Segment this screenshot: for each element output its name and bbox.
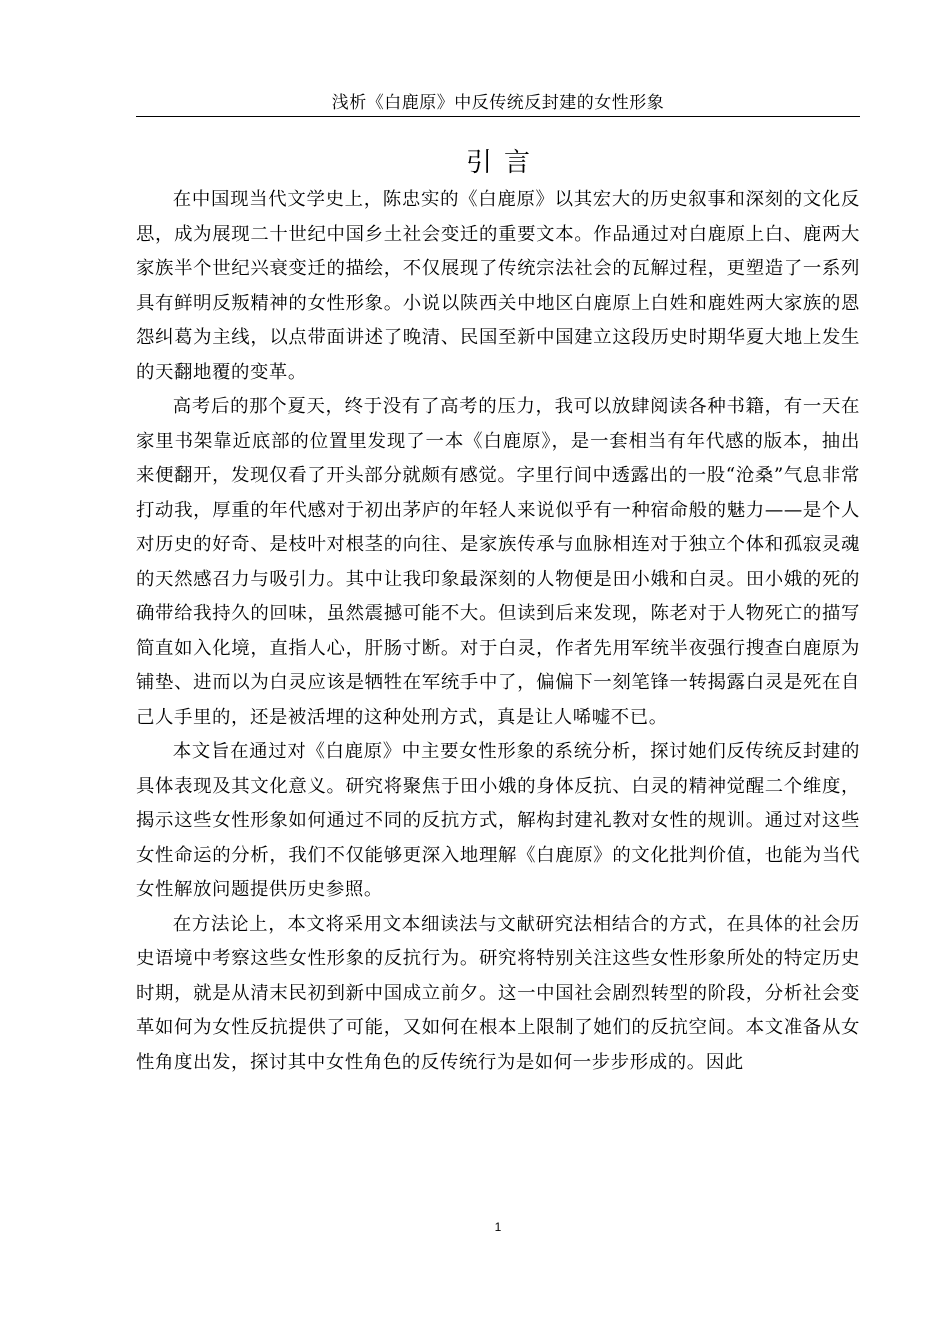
running-header: 浅析《白鹿原》中反传统反封建的女性形象: [331, 93, 665, 113]
paragraph-1: 在中国现当代文学史上，陈忠实的《白鹿原》以其宏大的历史叙事和深刻的文化反思，成为展现二十世纪中国乡土社会变迁的重要文本。作品通过对白鹿原上白、鹿两大家族半个世纪兴衰变迁的描绘，不仅展现了传统宗法社会的瓦解过程，更塑造了一系列具有鲜明反叛精神的女性形象。小说以陕西关中地区白鹿原上白姓和鹿姓两大家族的恩怨纠葛为主线，以点带面讲述了晚清、民国至新中国建立这段历史时期华夏大地上发生的天翻地覆的变革。: [136, 189, 860, 383]
section-title: 引言: [465, 148, 542, 178]
page-number: 1: [494, 1220, 502, 1234]
paragraph-2: 高考后的那个夏天，终于没有了高考的压力，我可以放肆阅读各种书籍，有一天在家里书架靠近底部的位置里发现了一本《白鹿原》，是一套相当有年代感的版本，抽出来便翻开，发现仅看了开头部分就颇有感觉。字里行间中透露出的一股“沧桑”气息非常打动我，厚重的年代感对于初出茅庐的年轻人来说似乎有一种宿命般的魅力——是个人对历史的好奇、是枝叶对根茎的向往、是家族传承与血脉相连对于独立个体和孤寂灵魂的天然感召力与吸引力。其中让我印象最深刻的人物便是田小娥和白灵。田小娥的死的确带给我持久的回味，虽然震撼可能不大。但读到后来发现，陈老对于人物死亡的描写简直如入化境，直指人心，肝肠寸断。对于白灵，作者先用军统半夜强行搜查白鹿原为铺垫、进而以为白灵应该是牺牲在军统手中了，偏偏下一刻笔锋一转揭露白灵是死在自己人手里的，还是被活埋的这种处刑方式，真是让人唏嘘不已。: [136, 396, 860, 728]
header-rule: [136, 116, 860, 117]
body-text: [136, 183, 860, 1080]
paragraph-3: 本文旨在通过对《白鹿原》中主要女性形象的系统分析，探讨她们反传统反封建的具体表现及其文化意义。研究将聚焦于田小娥的身体反抗、白灵的精神觉醒二个维度，揭示这些女性形象如何通过不同的反抗方式，解构封建礼教对女性的规训。通过对这些女性命运的分析，我们不仅能够更深入地理解《白鹿原》的文化批判价值，也能为当代女性解放问题提供历史参照。: [136, 741, 860, 900]
paragraph-4: 在方法论上，本文将采用文本细读法与文献研究法相结合的方式，在具体的社会历史语境中考察这些女性形象的反抗行为。研究将特别关注这些女性形象所处的特定历史时期，就是从清末民初到新中国成立前夕。这一中国社会剧烈转型的阶段，分析社会变革如何为女性反抗提供了可能，又如何在根本上限制了她们的反抗空间。本文准备从女性角度出发，探讨其中女性角色的反传统行为是如何一步步形成的。因此: [136, 913, 860, 1073]
